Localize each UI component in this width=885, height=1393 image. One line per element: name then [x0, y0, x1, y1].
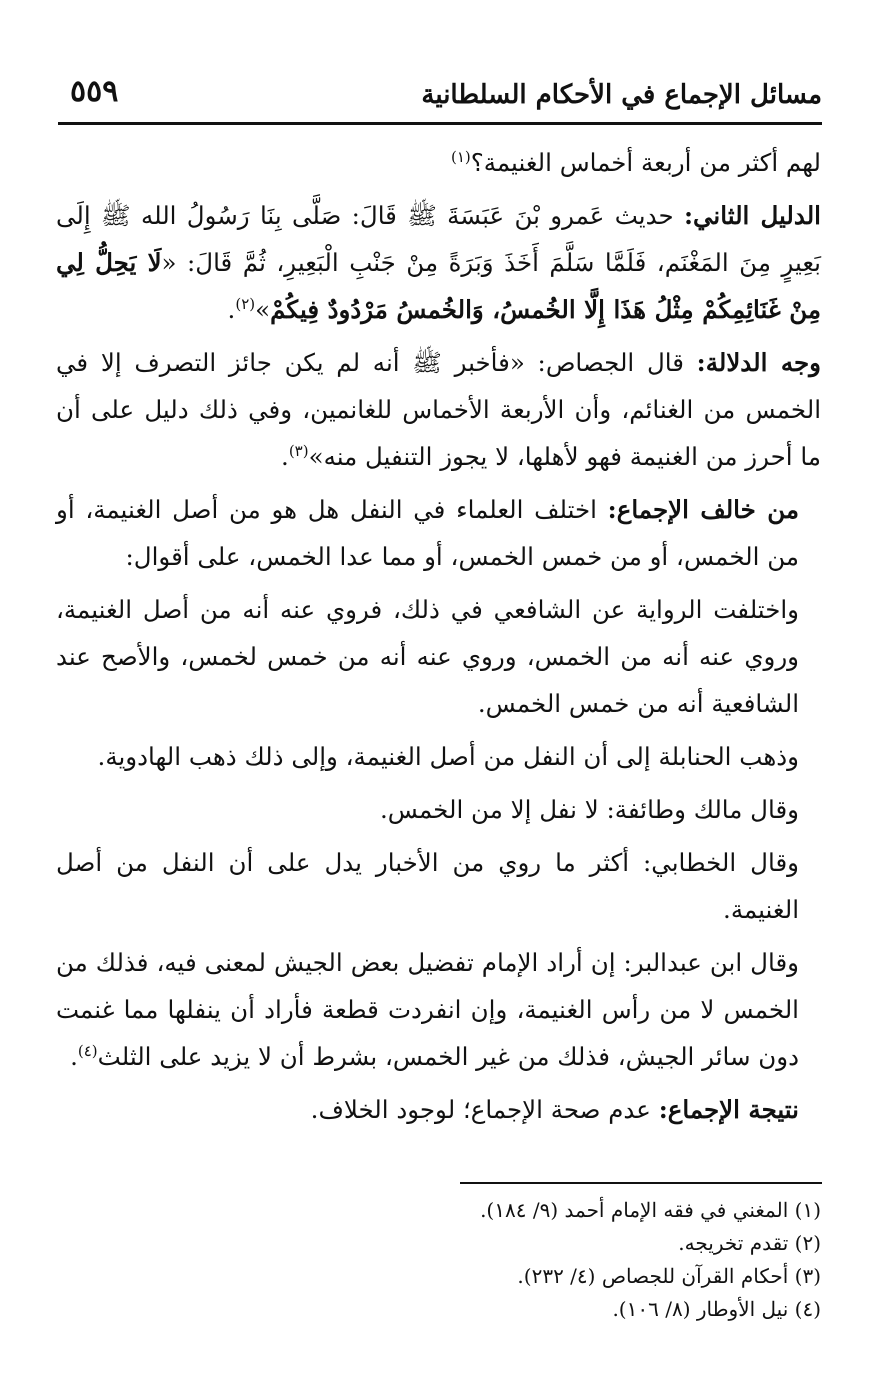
paragraph-result — [56, 1086, 821, 1133]
paragraph-evidence-aspect — [56, 339, 821, 480]
paragraph-text: لهم أكثر من أربعة أخماس الغنيمة؟ — [470, 148, 821, 177]
footnote-divider — [460, 1182, 822, 1184]
page-number: ٥٥٩ — [70, 74, 119, 109]
paragraph-text: اختلف العلماء في النفل هل هو من أصل الغنيمة، أو من الخمس، أو من خمس الخمس، أو مما عدا الخمس، على أقوال: — [56, 495, 799, 571]
footnotes — [200, 1194, 821, 1326]
quote-close: » — [255, 295, 271, 324]
paragraph-text: قال الجصاص: «فأخبر ﷺ أنه لم يكن جائز التصرف إلا في الخمس من الغنائم، وأن الأربعة الأخماس للغانمين، وفي ذلك دليل على أن ما أحرز من الغنيمة فهو لأهلها، لا يجوز التنفيل منه» — [56, 348, 821, 471]
paragraph-text: عدم صحة الإجماع؛ لوجود الخلاف. — [310, 1095, 659, 1124]
section-label: وجه الدلالة: — [696, 348, 821, 377]
footnote-ref: (٢) — [235, 294, 256, 313]
paragraph-malik: وقال مالك وطائفة: لا نفل إلا من الخمس. — [380, 795, 799, 824]
footnote-item: (٣) أحكام القرآن للجصاص (٤/ ٢٣٢). — [517, 1264, 821, 1288]
paragraph-tail: . — [70, 1042, 78, 1071]
hadith-quote: لَا يَحِلُّ لِي مِنْ غَنَائِمِكُمْ مِثْلُ هَذَا إِلَّا الخُمسُ، وَالخُمسُ مَرْدُودٌ فِيكُمْ — [56, 248, 821, 324]
footnote-ref: (٣) — [288, 441, 309, 460]
paragraph-tail: . — [227, 295, 236, 324]
paragraph-ibn-abdulbarr — [56, 939, 821, 1080]
paragraph-text: حديث عَمرو بْنَ عَبَسَةَ ﷺ قَالَ: صَلَّى بِنَا رَسُولُ الله ﷺ إِلَى بَعِيرٍ مِنَ المَغْنَم، فَلَمَّا سَلَّمَ أَخَذَ وَبَرَةً مِنْ جَنْبِ الْبَعِيرِ، ثُمَّ قَالَ: « — [56, 201, 821, 277]
footnote-item: (٢) تقدم تخريجه. — [678, 1231, 821, 1255]
footnote-item: (١) المغني في فقه الإمام أحمد (٩/ ١٨٤). — [480, 1198, 821, 1222]
footnote-item: (٤) نيل الأوطار (٨/ ١٠٦). — [612, 1297, 821, 1321]
paragraph-second-evidence — [56, 192, 821, 333]
paragraph-dissent — [56, 486, 821, 580]
footnote-ref: (٤) — [77, 1041, 98, 1060]
paragraph-continuation — [56, 139, 821, 186]
paragraph-shafii: واختلفت الرواية عن الشافعي في ذلك، فروي عنه أنه من أصل الغنيمة، وروي عنه أنه من الخمس، وروي عنه أنه من خمس لخمس، والأصح عند الشافعية أنه من خمس الخمس. — [56, 595, 799, 718]
paragraph-text: وقال ابن عبدالبر: إن أراد الإمام تفضيل بعض الجيش لمعنى فيه، فذلك من الخمس لا من رأس الغنيمة، وإن انفردت قطعة فأراد أن ينفلها مما غنمت دون سائر الجيش، فذلك من غير الخمس، بشرط أن لا يزيد على الثلث — [56, 948, 799, 1071]
paragraph-khattabi: وقال الخطابي: أكثر ما روي من الأخبار يدل على أن النفل من أصل الغنيمة. — [56, 848, 799, 924]
section-label: الدليل الثاني: — [683, 201, 821, 230]
section-label: نتيجة الإجماع: — [658, 1095, 799, 1124]
main-text — [56, 139, 821, 1139]
paragraph-hanabila: وذهب الحنابلة إلى أن النفل من أصل الغنيمة، وإلى ذلك ذهب الهادوية. — [97, 742, 799, 771]
paragraph-tail: . — [281, 442, 289, 471]
page-header — [58, 70, 822, 120]
header-rule — [58, 122, 822, 125]
running-title: مسائل الإجماع في الأحكام السلطانية — [421, 80, 822, 110]
footnote-ref: (١) — [450, 147, 471, 166]
section-label: من خالف الإجماع: — [607, 495, 799, 524]
